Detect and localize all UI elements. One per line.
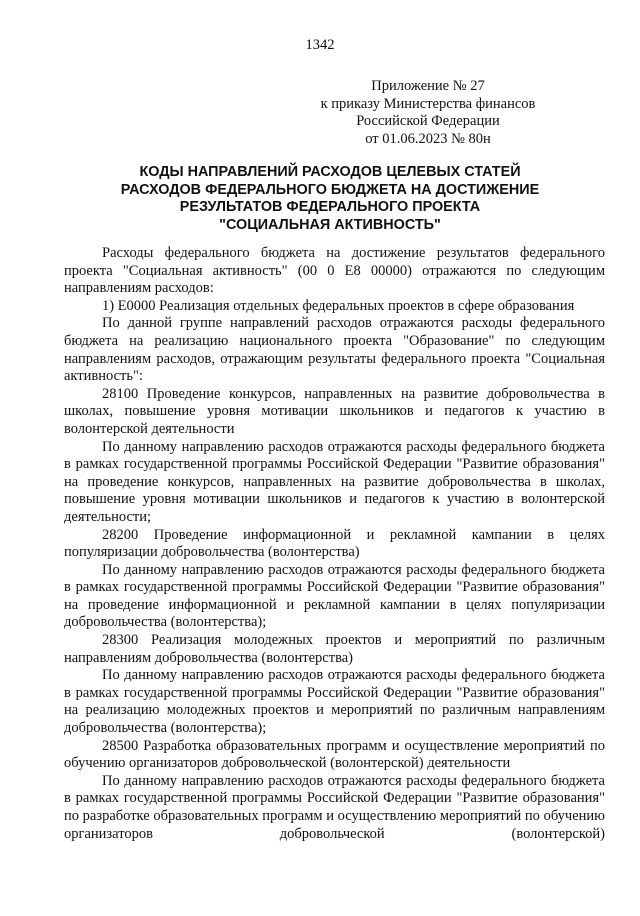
title-line: РАСХОДОВ ФЕДЕРАЛЬНОГО БЮДЖЕТА НА ДОСТИЖЕНИЕ bbox=[120, 181, 540, 198]
paragraph-code-28100: 28100 Проведение конкурсов, направленных на развитие добровольчества в школах, повышение уровня мотивации школьников и педагогов к участию в волонтерской деятельности bbox=[64, 385, 605, 437]
annex-number: Приложение № 27 bbox=[371, 78, 485, 94]
paragraph-code-28100-description: По данному направлению расходов отражаются расходы федерального бюджета в рамках государственной программы Российской Федерации "Развитие образования" на проведение конкурсов, направленных на развитие добровольчества в школах, повышение уровня мотивации школьников и педагогов к участию в волонтерской деятельности; bbox=[64, 438, 605, 525]
paragraph-code-28200-description: По данному направлению расходов отражаются расходы федерального бюджета в рамках государственной программы Российской Федерации "Развитие образования" на проведение информационной и рекламной кампании в целях популяризации добровольчества (волонтерства); bbox=[64, 561, 605, 631]
title-line: КОДЫ НАПРАВЛЕНИЙ РАСХОДОВ ЦЕЛЕВЫХ СТАТЕЙ bbox=[139, 164, 521, 180]
paragraph-group-e0000: 1) Е0000 Реализация отдельных федеральных проектов в сфере образования bbox=[102, 297, 575, 314]
annex-date: от 01.06.2023 № 80н bbox=[365, 130, 491, 147]
page-number: 1342 bbox=[305, 37, 335, 53]
paragraph-code-28500-description: По данному направлению расходов отражаются расходы федерального бюджета в рамках государственной программы Российской Федерации "Развитие образования" по разработке образовательных программ и осуществлению мероприятий по обучению организаторов добровольческой (волонтерской) bbox=[64, 772, 605, 842]
annex-order-ref: к приказу Министерства финансов bbox=[320, 95, 536, 112]
document-title bbox=[60, 164, 600, 234]
annex-authority: Российской Федерации bbox=[356, 113, 500, 129]
paragraph-code-28300-description: По данному направлению расходов отражаются расходы федерального бюджета в рамках государственной программы Российской Федерации "Развитие образования" на реализацию молодежных проектов и мероприятий по различным направлениям добровольчества (волонтерства); bbox=[64, 667, 605, 737]
title-line: "СОЦИАЛЬНАЯ АКТИВНОСТЬ" bbox=[219, 216, 441, 233]
paragraph-intro: Расходы федерального бюджета на достижение результатов федерального проекта "Социальная активность" (00 0 Е8 00000) отражаются по следующим направлениям расходов: bbox=[64, 245, 605, 297]
annex-header bbox=[278, 78, 578, 148]
paragraph-code-28200: 28200 Проведение информационной и рекламной кампании в целях популяризации добровольчества (волонтерства) bbox=[64, 526, 605, 561]
document-body bbox=[64, 245, 605, 843]
paragraph-code-28300: 28300 Реализация молодежных проектов и мероприятий по различным направлениям добровольчества (волонтерства) bbox=[64, 632, 605, 666]
paragraph-group-description: По данной группе направлений расходов отражаются расходы федерального бюджета на реализацию национального проекта "Образование" по следующим направлениям расходов, отражающим результаты федерального проекта "Социальная активность": bbox=[64, 315, 605, 385]
title-line: РЕЗУЛЬТАТОВ ФЕДЕРАЛЬНОГО ПРОЕКТА bbox=[179, 199, 481, 215]
paragraph-code-28500: 28500 Разработка образовательных программ и осуществление мероприятий по обучению организаторов добровольческой (волонтерской) деятельности bbox=[64, 737, 605, 772]
